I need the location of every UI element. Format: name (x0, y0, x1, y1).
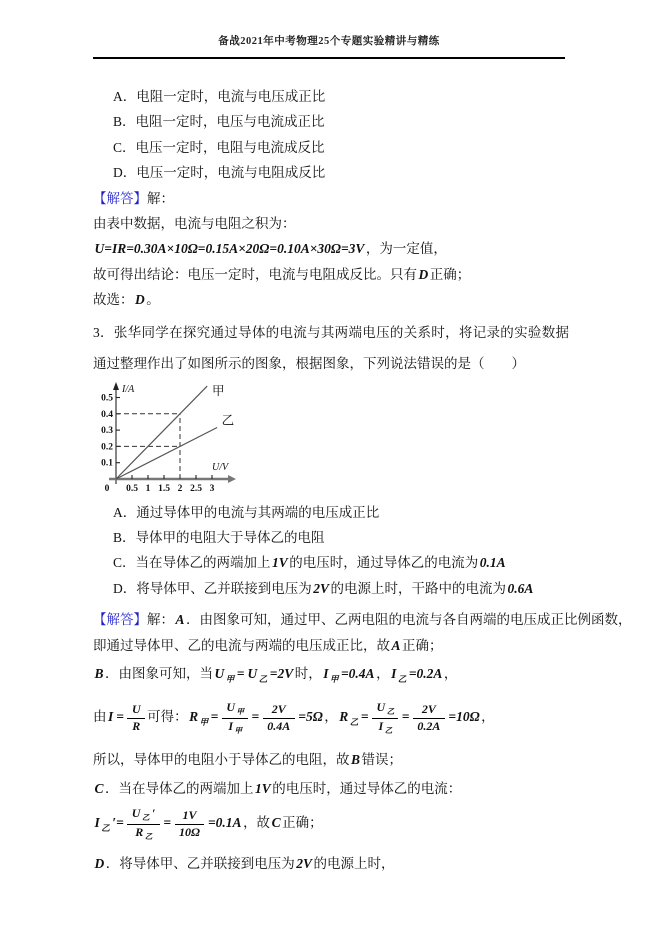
q3-solution-line-d (93, 849, 569, 879)
math-subscript: 甲 (329, 674, 339, 685)
math-text: = (360, 709, 369, 725)
y-axis-arrow (113, 382, 119, 390)
math-text: U (214, 666, 225, 682)
q3-option-c (93, 550, 569, 575)
x-tick-label: 1 (145, 483, 151, 494)
y-tick-label: 0.2 (101, 442, 113, 453)
math-text: B (351, 752, 361, 768)
math-text: A (391, 638, 401, 654)
option-label: B． (113, 114, 136, 130)
fraction-numerator (263, 703, 295, 719)
fraction (127, 703, 145, 734)
q2-solution-line-1 (93, 186, 569, 211)
math-text: =10Ω (448, 709, 480, 725)
fraction (372, 701, 398, 735)
text: 将导体甲、乙并联接到电压为 (136, 580, 312, 596)
iv-graph (100, 381, 315, 495)
solution-text (93, 752, 402, 767)
q3-question-text: 张华同学在探究通过导体的电流与其两端电压的关系时，将记录的实验数据通过整理作出了如图所示的图象，根据图象，下列说法错误的是（ ） (93, 324, 570, 371)
fraction-denominator (413, 719, 445, 734)
y-tick-label: 0.1 (101, 458, 113, 469)
q2-option-b (93, 109, 569, 134)
math-text: R (189, 709, 199, 725)
solution-text (93, 666, 458, 685)
solution-text (147, 612, 632, 627)
q2-solution-line-2 (93, 211, 569, 236)
text: ， (324, 709, 338, 725)
text: 。 (146, 292, 160, 308)
math-subscript: 甲 (225, 674, 235, 685)
series-label: 乙 (221, 413, 235, 428)
text: 故可得出结论：电压一定时，电流与电阻成反比。只有 (93, 266, 417, 282)
text: 通过导体甲的电流与其两端的电压成正比 (136, 504, 380, 520)
text: ．将导体甲、乙并联接到电压为 (105, 856, 295, 872)
text: ．当在导体乙的两端加上 (105, 781, 254, 797)
math-subscript: 甲 (199, 717, 209, 728)
solution-text (93, 638, 443, 653)
x-tick-label: 2.5 (190, 483, 202, 494)
x-tick-label: 2 (177, 483, 183, 494)
q3-solution-line-a1 (93, 607, 632, 633)
math-text: 2V (313, 580, 330, 596)
fraction (222, 701, 248, 735)
math-text: A (175, 612, 185, 628)
q3-option-b (93, 525, 569, 550)
math-text: =0.1A (207, 815, 242, 831)
math-text: I (323, 666, 329, 682)
math-text: I (378, 718, 384, 733)
q3-solution-formula-r (93, 694, 569, 745)
option-text (136, 530, 325, 545)
math-text: 1V (272, 555, 288, 571)
text: 导体甲的电阻大于导体乙的电阻 (135, 530, 325, 546)
x-axis-title: U/V (212, 461, 229, 473)
x-axis-arrow (228, 475, 236, 483)
solution-text (93, 781, 461, 796)
math-text: = (251, 709, 260, 725)
q3-solution-line-a2 (93, 633, 569, 659)
answer-tag: 【解答】 (93, 612, 147, 628)
option-text (136, 114, 325, 129)
series-line (116, 383, 207, 479)
text: 的电源上时，干路中的电流为 (330, 580, 507, 596)
fraction-numerator (222, 701, 248, 719)
option-label: D． (113, 580, 137, 596)
fraction-denominator (222, 719, 248, 736)
option-text (136, 581, 535, 596)
math-text: C (271, 815, 281, 831)
formula (93, 241, 447, 256)
text: 可得： (147, 709, 188, 725)
solution-text (93, 216, 296, 231)
text: 解： (147, 612, 174, 628)
text: 解： (147, 190, 174, 206)
answer-tag: 【解答】 (93, 190, 147, 206)
q2-solution-choice (93, 287, 569, 312)
math-text: R (339, 709, 349, 725)
fraction-numerator (413, 703, 445, 719)
option-text (136, 505, 379, 520)
text: 正确； (402, 638, 443, 654)
math-text: I (228, 718, 234, 733)
fraction (127, 807, 160, 841)
fraction-denominator (127, 719, 145, 734)
math-text: =2V (269, 666, 294, 682)
math-text: D (94, 856, 105, 872)
q2-solution-formula (93, 236, 569, 261)
math-text: 0.1A (479, 555, 506, 571)
fraction (175, 809, 205, 840)
math-text: 0.6A (507, 580, 534, 596)
fraction-numerator (127, 703, 145, 719)
text: 时， (294, 666, 322, 682)
math-text: = (210, 709, 219, 725)
fraction-numerator (175, 809, 205, 825)
math-text: = (401, 709, 410, 725)
math-subscript: 乙 (386, 707, 395, 717)
math-text: U (131, 806, 141, 821)
document-content (93, 84, 632, 879)
math-subscript: 乙 (101, 823, 110, 834)
origin-label: 0 (104, 483, 110, 494)
text: 即通过导体甲、乙的电流与两端的电压成正比，故 (93, 638, 390, 654)
q3-number: 3． (93, 324, 114, 340)
math-text: 10Ω (179, 824, 200, 839)
text: ，为一定值， (365, 241, 447, 257)
math-text: R (132, 718, 141, 733)
fraction-denominator (127, 825, 160, 842)
option-text (136, 555, 508, 570)
q3-option-d (93, 576, 569, 601)
math-text: ′ (151, 806, 156, 821)
math-text: 1V (255, 781, 271, 797)
q3-solution-formula-i (93, 802, 569, 849)
text: 的电压时，通过导体乙的电流为 (289, 555, 479, 571)
solution-text (93, 856, 395, 871)
q2-option-c (93, 135, 569, 160)
page-header (93, 33, 565, 59)
math-text: I (108, 709, 114, 725)
option-label: D． (113, 165, 137, 181)
math-text: I (391, 666, 397, 682)
x-tick-label: 1.5 (158, 483, 170, 494)
math-text: D (135, 292, 145, 308)
math-text: 2V (271, 701, 286, 716)
text: 错误； (361, 752, 403, 768)
option-label: A． (113, 89, 137, 104)
q2-solution-conclusion (93, 262, 569, 287)
option-label: C． (113, 139, 136, 155)
math-text: =5Ω (298, 709, 323, 725)
option-text (136, 140, 325, 155)
series-label: 甲 (212, 383, 225, 398)
text: ．由图象可知，当 (105, 666, 214, 682)
math-text: 2V (421, 701, 436, 716)
text: 所以，导体甲的电阻小于导体乙的电阻，故 (93, 752, 350, 768)
q3-option-a (93, 500, 569, 525)
text: 由 (93, 709, 107, 725)
math-text: C (94, 781, 104, 797)
series-line (116, 427, 217, 479)
text: ， (481, 709, 495, 725)
solution-text (147, 191, 174, 206)
solution-text (93, 267, 470, 282)
math-text: ′= (112, 815, 124, 831)
fraction (413, 703, 445, 734)
q3-solution-line-b1 (93, 659, 569, 694)
text: 电阻一定时，电流与电压成正比 (136, 89, 326, 104)
math-text: I (94, 815, 100, 831)
y-tick-label: 0.3 (101, 425, 113, 436)
math-subscript: 甲 (236, 707, 245, 717)
option-label: A． (113, 504, 137, 520)
math-text: U (226, 700, 236, 715)
math-text: D (418, 266, 429, 282)
text: 的电源上时， (313, 856, 395, 872)
option-text (136, 89, 325, 104)
text: 当在导体乙的两端加上 (135, 555, 271, 571)
iv-graph-svg (100, 381, 315, 495)
math-text: = (163, 815, 172, 831)
math-text: U (376, 700, 386, 715)
option-label: B． (113, 530, 136, 546)
math-text: U (131, 701, 141, 716)
formula (93, 700, 495, 735)
math-text: = (236, 666, 245, 682)
math-subscript: 乙 (349, 717, 359, 728)
x-tick-label: 3 (209, 483, 215, 494)
math-subscript: 甲 (234, 725, 243, 735)
text: 由表中数据，电流与电阻之积为： (93, 216, 296, 232)
q2-option-a (93, 84, 569, 109)
y-axis-title: I/A (122, 383, 135, 395)
q2-option-d (93, 160, 569, 185)
text: ，故 (243, 815, 271, 831)
math-text: =0.2A (408, 666, 443, 682)
text: ， (376, 666, 390, 682)
text: ， (443, 666, 458, 682)
math-subscript: 乙 (144, 831, 153, 841)
x-tick-label: 0.5 (126, 483, 138, 494)
text: 正确； (429, 266, 471, 282)
math-text: =0.4A (340, 666, 375, 682)
math-text: = (116, 709, 124, 725)
math-subscript: 乙 (384, 725, 393, 735)
math-text: 1V (182, 807, 197, 822)
solution-text (93, 292, 160, 307)
option-label: C． (113, 555, 136, 571)
math-text: 2V (296, 856, 313, 872)
fraction-numerator (372, 701, 398, 719)
option-text (136, 165, 325, 180)
math-subscript: 乙 (141, 813, 150, 823)
text: 故选： (93, 292, 134, 308)
math-text: U (247, 666, 258, 682)
math-text: R (135, 824, 144, 839)
text: 电压一定时，电流与电阻成反比 (136, 165, 326, 181)
fraction-numerator (127, 807, 160, 825)
text: 正确； (282, 815, 323, 831)
y-tick-label: 0.4 (101, 409, 113, 420)
page-header-title: 备战2021年中考物理25个专题实验精讲与精练 (218, 36, 440, 47)
q3-question (93, 317, 569, 379)
text: 的电压时，通过导体乙的电流： (272, 781, 462, 797)
fraction-denominator (372, 719, 398, 736)
q3-solution-line-c1 (93, 775, 569, 802)
fraction-denominator (263, 719, 295, 734)
math-text: 0.2A (417, 718, 441, 733)
math-text: B (94, 666, 104, 682)
math-subscript: 乙 (258, 674, 268, 685)
text: 电阻一定时，电压与电流成正比 (135, 114, 325, 130)
text: 电压一定时，电阻与电流成反比 (135, 139, 325, 155)
math-text: 0.4A (267, 718, 291, 733)
fraction (263, 703, 295, 734)
math-subscript: 乙 (397, 674, 407, 685)
q3-solution-line-b2 (93, 745, 569, 775)
fraction-denominator (175, 825, 205, 840)
math-text: U=IR=0.30A×10Ω=0.15A×20Ω=0.10A×30Ω=3V (94, 241, 365, 257)
y-tick-label: 0.5 (101, 393, 113, 404)
text: ．由图象可知，通过甲、乙两电阻的电流与各自两端的电压成正比例函数， (186, 612, 632, 628)
